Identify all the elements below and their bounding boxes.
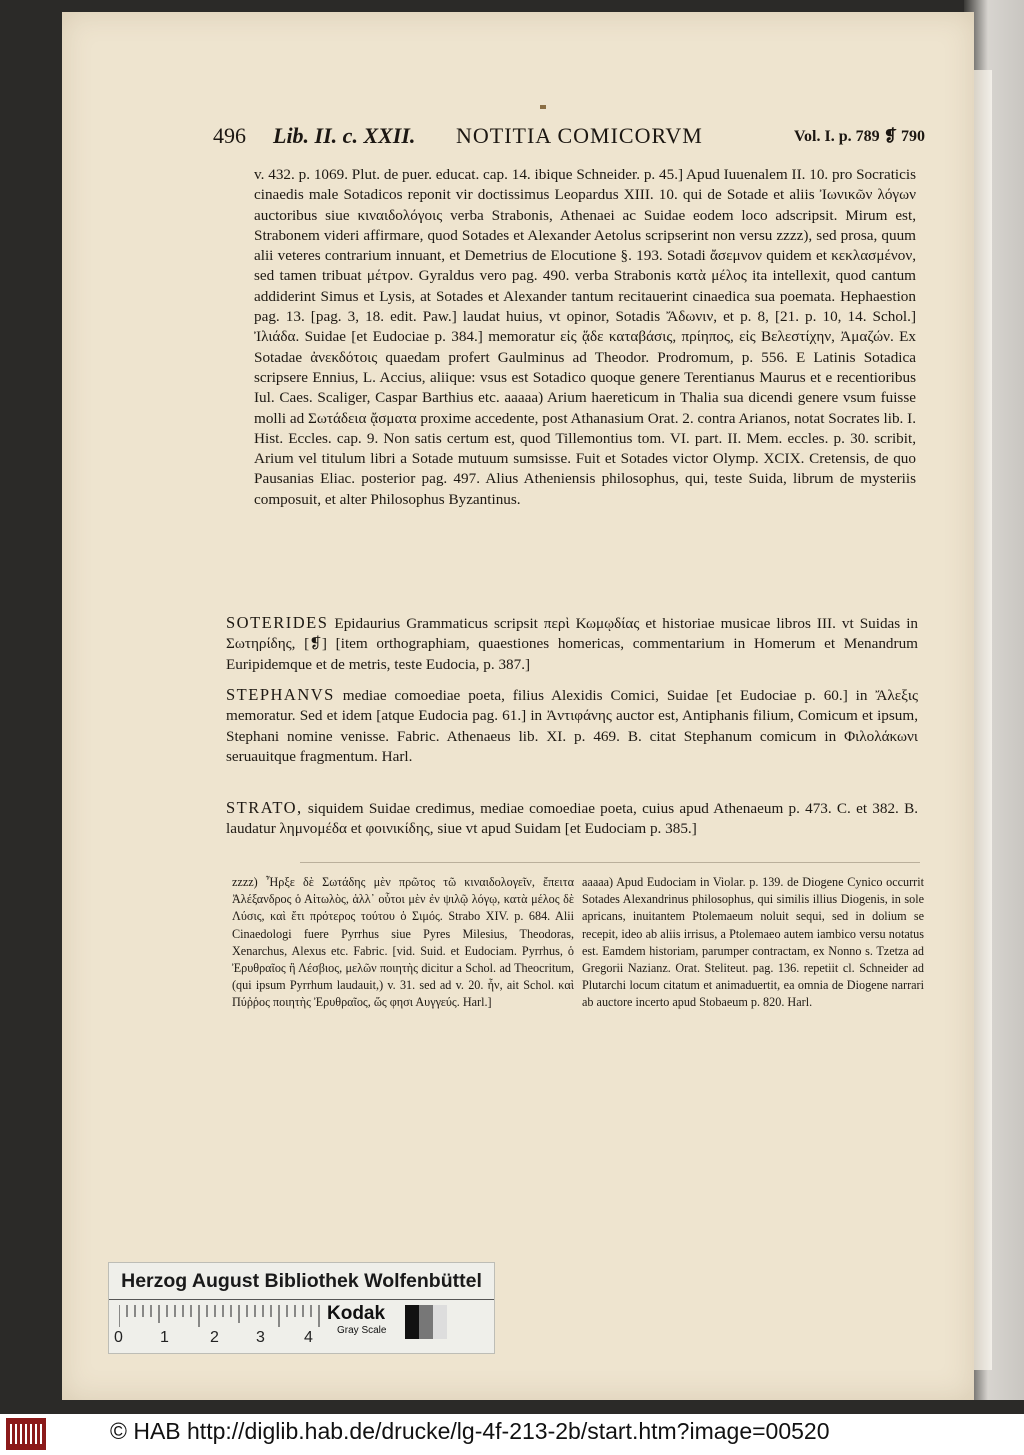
entry-soterides — [226, 613, 918, 675]
volume-ref: Vol. I. p. 789 ❡ 790 — [793, 128, 925, 145]
entry-keyword: SOTERIDES — [226, 613, 329, 632]
entry-text: Epidaurius Grammaticus scripsit περὶ Κωμῳδίας et historiae musicae libros III. vt Suidas in Σωτηρίδης, [❡] [item orthographiam, quaestiones homericas, commentarium in Homerum et Menandrum Euripidemque et de metris, teste Eudocia, p. 387.] — [226, 615, 919, 673]
ruler-number: 3 — [256, 1329, 265, 1346]
page-number: 496 — [213, 123, 246, 148]
entry-strato — [226, 798, 918, 840]
footer-bar — [0, 1414, 1024, 1455]
facing-page-edge — [974, 70, 992, 1370]
entry-text: mediae comoediae poeta, filius Alexidis Comici, Suidae [et Eudociae p. 60.] in Ἄλεξις memoratur. Sed et idem [atque Eudocia pag. 61.] in Ἀντιφάνης auctor est, Antiphanis filium, Comicum et ipsum, Stephani nomine venisse. Fabric. Athenaeus lib. XI. p. 469. B. citat Stephanum comicum in Φιλολάκωνι seruauitque fragmentum. Harl. — [226, 687, 918, 765]
book-chapter-ref: Lib. II. c. XXII. — [273, 123, 416, 148]
footnote-divider — [300, 862, 920, 863]
entry-keyword: STEPHANVS — [226, 685, 335, 704]
gray-swatch-black — [405, 1305, 419, 1339]
ruler-number: 1 — [160, 1329, 169, 1346]
entry-stephanus — [226, 685, 918, 767]
ink-mark — [540, 105, 546, 109]
hab-logo-icon — [6, 1418, 46, 1450]
ruler-number: 4 — [304, 1329, 313, 1346]
gray-swatch-light — [433, 1305, 447, 1339]
ruler-number: 2 — [210, 1329, 219, 1346]
footnote-zzzz: zzzz) Ἦρξε δὲ Σωτάδης μὲν πρῶτος τῶ κιναιδολογεῖν, ἔπειτα Ἀλέξανδρος ὁ Αἰτωλὸς, ἀλλ᾽ οὗτοι μὲν ἐν ψιλῷ λόγῳ, κατὰ μέλος δὲ Λύσις, καὶ ἔτι πρότερος τούτου ὁ Σιμός. Strabo XIV. p. 684. Alii Cinaedologi fuere Pyrrhus siue Pyres Milesius, Theodoras, Xenarchus, Alexus etc. Fabric. [vid. Suid. et Eudociam. Pyrrhus, ὁ Ἐρυθραῖος ἢ Λέσβιος, μελῶν ποιητὴς dicitur a Schol. ad Theocritum, (qui ipsum Pyrrhum laudauit,) v. 31. sed ad v. 20. ἦν, ait Schol. καὶ Πύῤῥος ποιητὴς Ἐρυθραῖος, ὥς φησι Αυγγεύς. Harl.] — [232, 875, 574, 1010]
entry-text: siquidem Suidae credimus, mediae comoediae poeta, cuius apud Athenaeum p. 473. C. et 382. B. laudatur λημνομέδα et φοινικίδης, siue vt apud Suidam [et Eudociam p. 385.] — [226, 800, 918, 838]
running-header — [213, 123, 925, 153]
footnote-aaaaa: aaaaa) Apud Eudociam in Violar. p. 139. de Diogene Cynico occurrit Sotades Alexandrinus philosophus, qui similis illius Diogenis, in sole apricans, inuitantem Ptolemaeum noluit sequi, sed in dolium se recepit, ideo ab aliis irrisus, a Ptolemaeo autem iambico versu notatus est. Eamdem historiam, parumper contractam, ex Nonno s. Tzetza ad Gregorii Nazianz. Orat. Steliteut. pag. 136. repetiit cl. Schneider ad Plutarchi locum citatum et animaduertit, ea omnia de Diogene narrari ab auctore incerto apud Stobaeum p. 820. Harl. — [582, 875, 924, 1010]
gray-scale-label: Gray Scale — [337, 1325, 387, 1336]
institution-name: Herzog August Bibliothek Wolfenbüttel — [109, 1263, 494, 1300]
kodak-logo: Kodak — [327, 1303, 386, 1324]
entry-keyword: STRATO, — [226, 798, 303, 817]
ruler-number: 0 — [114, 1329, 123, 1346]
gray-swatch-mid — [419, 1305, 433, 1339]
library-label-card — [108, 1262, 495, 1354]
running-title: NOTITIA COMICORVM — [456, 123, 703, 148]
copyright-url[interactable]: © HAB http://diglib.hab.de/drucke/lg-4f-213-2b/start.htm?image=00520 — [110, 1418, 830, 1444]
intro-paragraph: v. 432. p. 1069. Plut. de puer. educat. cap. 14. ibique Schneider. p. 45.] Apud Iuuenalem II. 10. pro Socraticis cinaedis male Sotadicos reponit vir doctissimus Leopardus XIII. 10. qui de Sotade et aliis Ἰωνικῶν λόγων auctoribus siue κιναιδολόγοις verba Strabonis, Athenaei ac Suidae eodem loco adscripsit. Mirum est, Strabonem videri affirmare, quod Sotades et Alexander Aetolus scripserint non versu zzzz), sed prosa, quum alii veteres contrarium innuant, et Demetrius de Elocutione §. 193. Sotadi ἄσεμνον quidem et κεκλασμένον, sed tamen tribuat μέτρον. Gyraldus vero pag. 490. verba Strabonis κατὰ μέλος ita intellexit, quod cantum addiderint Simus et Lysis, at Sotades et Alexander tantum recitauerint cinaedica sua poemata. Hephaestion pag. 13. [pag. 3, 18. edit. Paw.] laudat huius, vt opinor, Sotadis Ἄδωνιν, et p. 8, [21. p. 10, 14. Schol.] Ἰλιάδα. Suidae [et Eudociae p. 384.] memoratur εἰς ᾅδε καταβάσις, πρίηπος, εἰς Βελεστίχην, Ἀμαζών. Ex Sotadae ἀνεκδότοις quaedam profert Gaulminus ad Theodor. Prodromum, p. 556. E Latinis Sotadica scripsere Ennius, L. Accius, aliique: vsus est Sotadico quoque genere Terentianus Maurus et e recentioribus Iul. Caes. Scaliger, Caspar Barthius etc. aaaaa) Arium haereticum in Thalia sua dicendi genere vsum fuisse molli ad Σωτάδεια ᾄσματα proxime accedente, post Athanasium Orat. 2. contra Arianos, notat Socrates lib. I. Hist. Eccles. cap. 9. Non satis certum est, quod Tillemontius tom. VI. part. II. Mem. eccles. p. 30. scribit, Arium vel titulum libri a Sotade mutuum sumsisse. Fuit et Sotades victor Olymp. XCIX. Cretensis, de quo Pausanias Eliac. posterior pag. 497. Alius Atheniensis philosophus, qui, teste Suida, librum de mysteriis composuit, et alter Philosophus Byzantinus. — [254, 166, 916, 508]
